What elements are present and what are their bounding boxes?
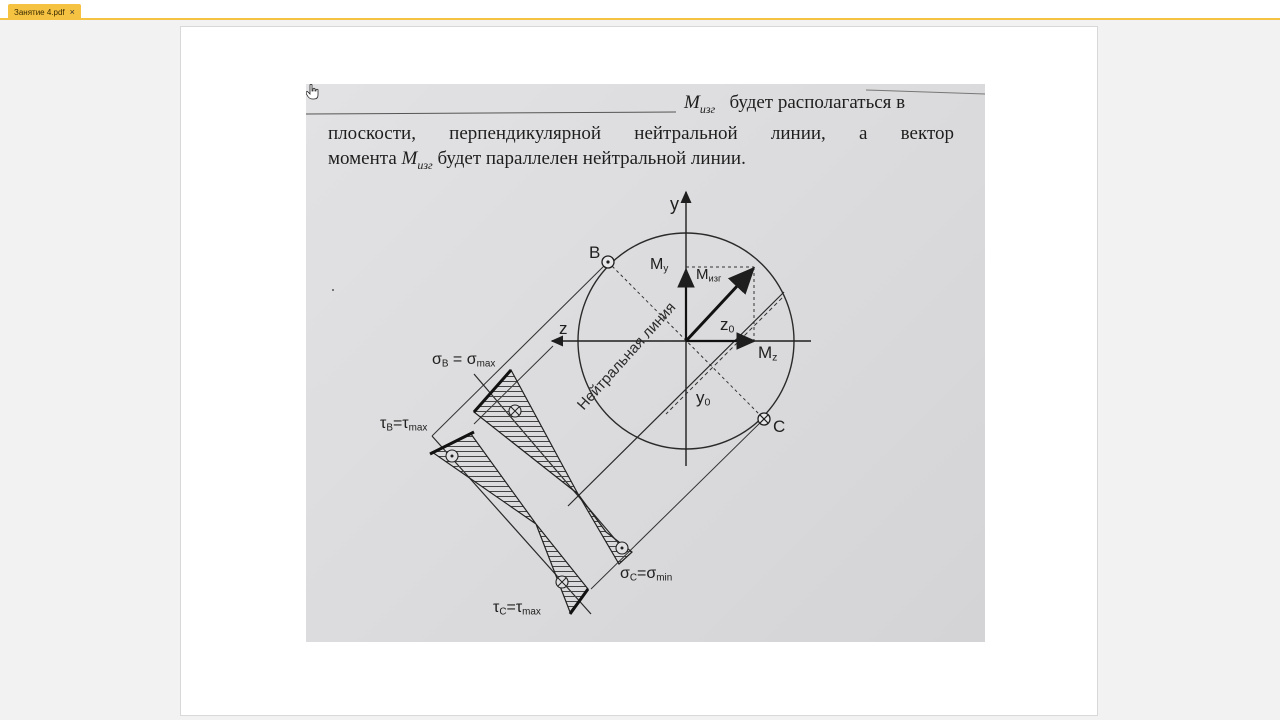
label-z0-main: z [720,315,729,334]
label-z-axis: z [559,319,568,338]
tau-c-main: τ [493,599,500,616]
label-z0-sub: 0 [728,323,735,336]
neutral-line [568,292,784,506]
mizg-sub-1: изг [699,101,716,116]
tau-b-sub: B [386,422,393,434]
sigma-c-sub2: min [656,572,673,584]
label-tau-c [493,600,541,617]
point-b-dot [606,260,609,263]
label-mz-main: M [758,343,773,362]
sigma-b-main: σ [432,351,442,368]
label-z0 [720,316,734,335]
tau-b-dot [451,455,454,458]
tab-bar [0,0,1280,20]
sigma-c-eq: =σ [637,565,657,582]
label-y0-main: y [696,388,705,407]
label-tau-b [380,416,427,433]
mizg-symbol-1: M [684,92,700,113]
scanned-image [306,84,985,642]
label-mizg [696,267,721,284]
sigma-c-dot [621,547,624,550]
text-line-3-start: момента [328,148,397,169]
mizg-symbol-2: M [401,148,418,169]
tau-b-main: τ [380,415,387,432]
label-y0 [696,389,710,408]
tau-b-sub2: max [408,422,428,434]
label-y-axis: y [670,194,679,214]
tau-c-eq: =τ [506,599,523,616]
label-mizg-sub: изг [708,273,722,284]
tau-c-sub2: max [522,606,541,618]
label-y0-sub: 0 [704,396,711,409]
label-sigma-b [432,352,495,369]
sigma-c-main: σ [620,565,630,582]
header-rule-left [306,112,676,114]
label-mz-sub: z [772,351,778,364]
label-sigma-c [620,566,672,583]
hand-cursor-icon [306,84,320,100]
tau-b-eq: =τ [392,415,409,432]
label-my [650,257,668,274]
label-point-b: B [589,243,601,262]
label-my-sub: y [663,263,669,275]
c-projection-line [591,419,764,589]
pdf-page [180,26,1098,716]
label-mz [758,344,777,363]
text-line-3 [328,148,954,173]
tab-title: Занятие 4.pdf [14,7,65,17]
text-line-1-rest: будет располагаться в [729,92,906,113]
margin-mark [332,289,334,291]
label-point-c: C [773,417,786,436]
close-icon[interactable]: × [69,6,75,17]
tau-c-sub: C [499,606,507,618]
text-line-3-end: будет параллелен нейтральной линии. [437,148,746,169]
text-line-1 [684,92,954,117]
label-mizg-main: M [696,266,709,283]
sigma-b-sub2: max [476,358,496,370]
sigma-c-sub: C [629,572,638,584]
text-line-2: плоскости, перпендикулярной нейтральной линии, а вектор [328,123,954,144]
mizg-sub-2: изг [417,157,433,172]
document-viewer[interactable] [0,20,1280,720]
sigma-b-eq: = σ [448,351,477,368]
tab-document[interactable] [8,4,81,20]
sigma-b-sub: B [441,358,449,370]
label-neutral-line: Нейтральная линия [574,299,680,414]
label-my-main: M [650,256,664,273]
